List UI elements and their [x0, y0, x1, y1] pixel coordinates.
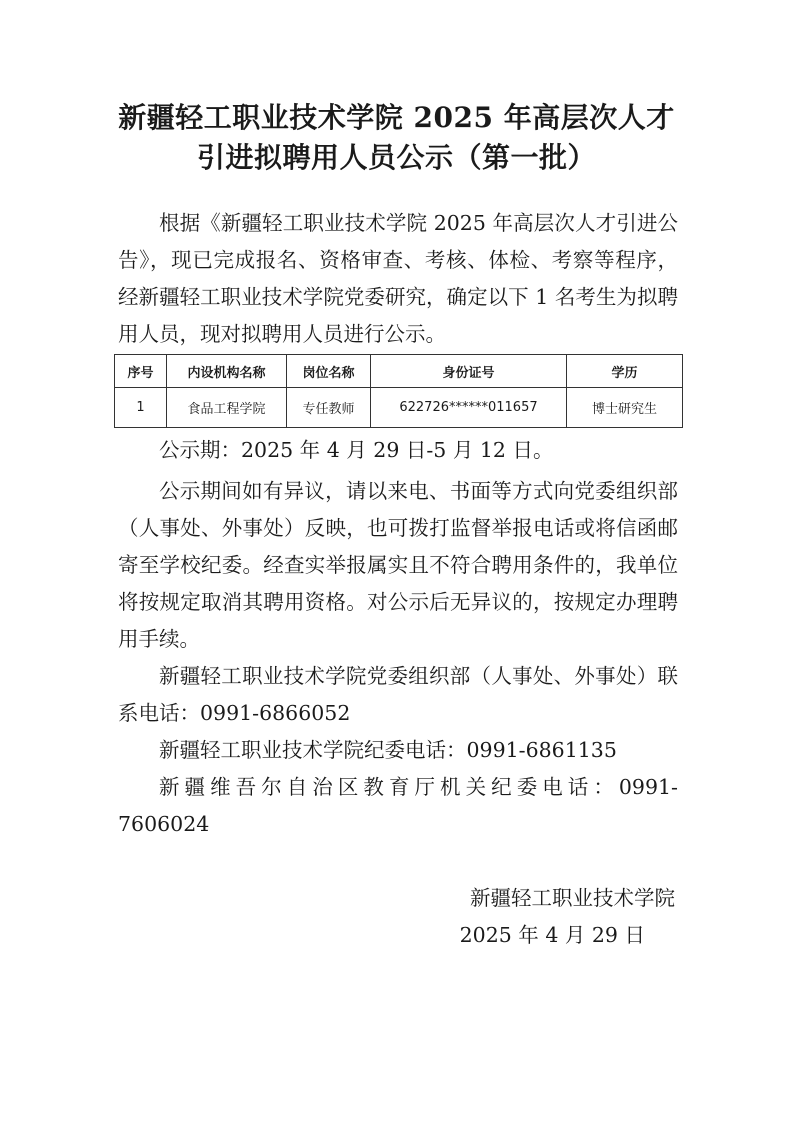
header-education: 学历: [567, 355, 683, 388]
publicity-period: 公示期：2025 年 4 月 29 日-5 月 12 日。: [159, 438, 554, 462]
cell-index: 1: [115, 388, 167, 428]
objection-paragraph: 公示期间如有异议，请以来电、书面等方式向党委组织部（人事处、外事处）反映，也可拨打监督举报电话或将信函邮寄至学校纪委。经查实举报属实且不符合聘用条件的，我单位将按规定取消其聘用资格。对公示后无异议的，按规定办理聘用手续。: [118, 479, 678, 651]
contact-organization: 新疆轻工职业技术学院党委组织部（人事处、外事处）联系电话：0991-6866052: [118, 664, 678, 725]
candidate-table: [114, 354, 683, 428]
cell-position: 专任教师: [287, 388, 371, 428]
table-header-row: [115, 355, 683, 388]
header-department: 内设机构名称: [167, 355, 287, 388]
header-index: 序号: [115, 355, 167, 388]
cell-education: 博士研究生: [567, 388, 683, 428]
signature-date: 2025 年 4 月 29 日: [459, 923, 645, 947]
header-position: 岗位名称: [287, 355, 371, 388]
cell-department: 食品工程学院: [167, 388, 287, 428]
header-id-number: 身份证号: [371, 355, 567, 388]
document-title-line-2: 引进拟聘用人员公示（第一批）: [196, 141, 596, 174]
document-title-line-1: 新疆轻工职业技术学院 2025 年高层次人才: [118, 101, 675, 134]
cell-id-number: 622726******011657: [371, 388, 567, 428]
signature-organization: 新疆轻工职业技术学院: [470, 886, 675, 910]
contact-education-dept: 新疆维吾尔自治区教育厅机关纪委电话：0991-7606024: [118, 775, 678, 836]
intro-paragraph: 根据《新疆轻工职业技术学院 2025 年高层次人才引进公告》，现已完成报名、资格审查、考核、体检、考察等程序，经新疆轻工职业技术学院党委研究，确定以下 1 名考生为拟聘用人员，现对拟聘用人员进行公示。: [118, 211, 678, 346]
contact-discipline: 新疆轻工职业技术学院纪委电话：0991-6861135: [159, 738, 617, 762]
table-row: [115, 388, 683, 428]
